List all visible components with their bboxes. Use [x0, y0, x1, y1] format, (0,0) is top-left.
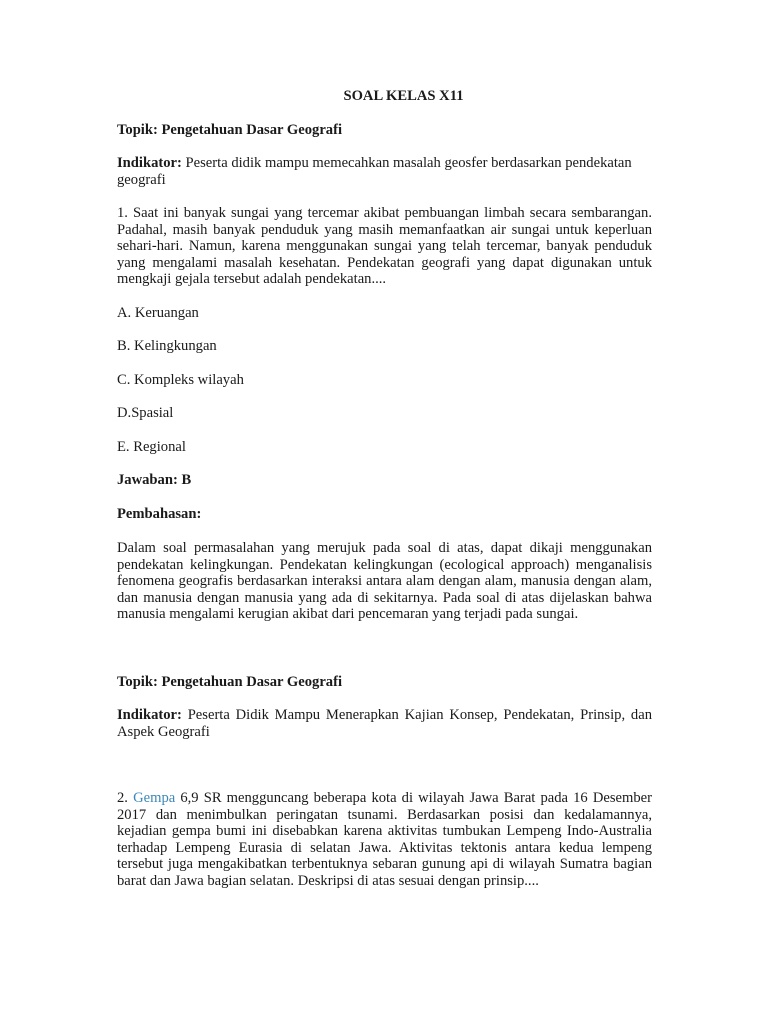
question-number-1: 1.: [117, 205, 128, 221]
option-c: C. Kompleks wilayah: [117, 371, 244, 388]
answer: Jawaban: B: [117, 472, 192, 488]
indicator-1: [117, 155, 652, 188]
indicator-text-2: Peserta Didik Mampu Menerapkan Kajian Konsep, Pendekatan, Prinsip, dan Aspek Geografi: [117, 707, 652, 740]
indicator-2: [117, 707, 652, 740]
question-text-1: Saat ini banyak sungai yang tercemar akibat pembuangan limbah secara sembarangan. Padahal, masih banyak penduduk yang masih memanfaatkan air sungai untuk keperluan sehari-hari. Namun, karena menggunakan sungai yang telah tercemar, banyak penduduk yang mengalami masalah kesehatan. Pendekatan geografi yang dapat digunakan untuk mengkaji gejala tersebut adalah pendekatan....: [117, 205, 652, 287]
option-d: D.Spasial: [117, 405, 174, 421]
gempa-link[interactable]: Gempa: [133, 790, 176, 806]
question-1: [117, 205, 652, 288]
indicator-label-1: Indikator:: [117, 155, 182, 171]
option-e: E. Regional: [117, 438, 186, 455]
question-number-2: 2.: [117, 790, 128, 806]
option-a: A. Keruangan: [117, 304, 199, 321]
question-2: [117, 790, 652, 889]
indicator-label-2: Indikator:: [117, 707, 182, 723]
question-text-2: 6,9 SR mengguncang beberapa kota di wilayah Jawa Barat pada 16 Desember 2017 dan menimbulkan peringatan tsunami. Berdasarkan posisi dan kedalamannya, kejadian gempa bumi ini disebabkan karena aktivitas tumbukan Lempeng Indo-Australia terhadap Lempeng Eurasia di selatan Jawa. Aktivitas tektonis antara kedua lempeng tersebut juga mengakibatkan terbentuknya sebaran gunung api di wilayah Sumatra bagian barat dan Jawa bagian selatan. Deskripsi di atas sesuai dengan prinsip....: [117, 790, 653, 889]
topic-heading-1: Topik: Pengetahuan Dasar Geografi: [117, 121, 343, 138]
topic-heading-2: Topik: Pengetahuan Dasar Geografi: [117, 673, 343, 690]
discussion-text: Dalam soal permasalahan yang merujuk pada soal di atas, dapat dikaji menggunakan pendekatan kelingkungan. Pendekatan kelingkungan (ecological approach) menganalisis fenomena geografis berdasarkan interaksi antara alam dengan alam, manusia dengan alam, dan manusia dengan manusia yang ada di sekitarnya. Pada soal di atas dijelaskan bahwa manusia mengalami kerugian akibat dari pencemaran yang terjadi pada sungai.: [117, 540, 652, 622]
indicator-text-1: Peserta didik mampu memecahkan masalah geosfer berdasarkan pendekatan geografi: [117, 155, 632, 188]
discussion-label: Pembahasan:: [117, 505, 202, 522]
option-b: B. Kelingkungan: [117, 338, 217, 354]
document-title: SOAL KELAS X11: [343, 88, 464, 104]
